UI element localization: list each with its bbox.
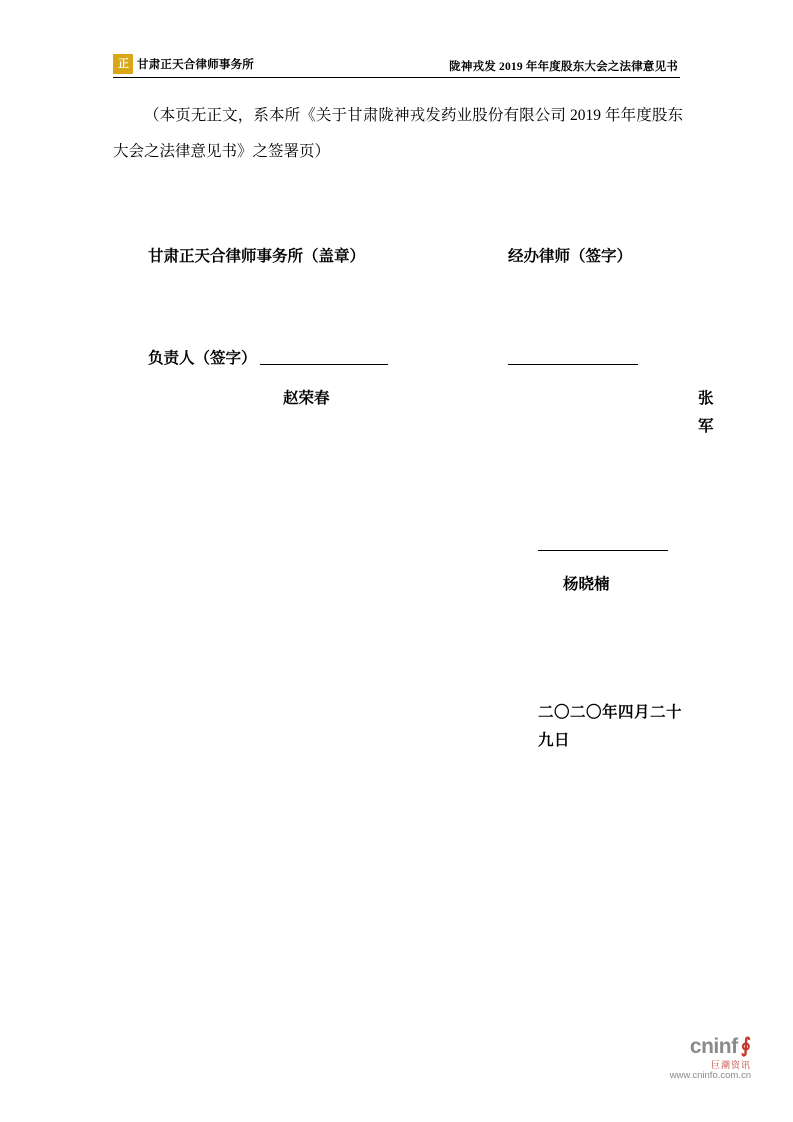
header-firm-name: 甘肃正天合律师事务所 <box>137 59 254 71</box>
signature-date: 二〇二〇年四月二十九日 <box>538 704 683 749</box>
brand-name: cninf <box>689 1034 738 1058</box>
intro-paragraph: （本页无正文，系本所《关于甘肃陇神戎发药业股份有限公司 2019 年年度股东大会之法律意见书》之签署页） <box>113 107 683 160</box>
signature-row-lines-2 <box>113 531 683 559</box>
brand-url: www.cninfo.com.cn <box>669 1070 751 1082</box>
lawyer-name-1: 张 军 <box>698 390 730 435</box>
signature-row-titles <box>113 243 683 271</box>
signature-block <box>113 243 730 755</box>
firm-seal-label: 甘肃正天合律师事务所（盖章） <box>148 248 366 265</box>
handling-lawyer-label: 经办律师（签字） <box>508 248 633 265</box>
signature-row-names <box>113 385 730 441</box>
principal-signature-field <box>113 345 478 373</box>
principal-label: 负责人（签字） <box>148 350 257 367</box>
lawyer-signature-line-1 <box>508 349 638 365</box>
signature-row-names-2 <box>113 571 683 599</box>
lawyer-signature-field-2 <box>478 531 683 559</box>
lawyer-name-2: 杨晓楠 <box>563 576 610 593</box>
empty-left-cell-2 <box>113 571 478 599</box>
signature-row-lines <box>113 345 683 373</box>
brand-swoosh-icon: ∮ <box>740 1035 751 1058</box>
principal-name: 赵荣春 <box>283 390 330 407</box>
header-left-group <box>113 54 254 74</box>
empty-left-cell-1 <box>113 531 478 559</box>
brand-row <box>670 1035 751 1059</box>
empty-left-cell-3 <box>113 699 478 755</box>
principal-signature-line <box>260 349 388 365</box>
page-header-inner <box>113 44 680 77</box>
signature-row-date <box>113 699 683 755</box>
footer-watermark <box>670 1035 751 1082</box>
law-firm-logo-icon: 正 <box>113 54 133 74</box>
brand-subtitle: 巨潮资讯 <box>710 1059 751 1070</box>
lawyer-signature-line-2 <box>538 535 668 551</box>
header-document-title: 陇神戎发 2019 年年度股东大会之法律意见书 <box>449 61 678 73</box>
lawyer-signature-field-1 <box>478 345 683 373</box>
page-header <box>113 44 680 78</box>
